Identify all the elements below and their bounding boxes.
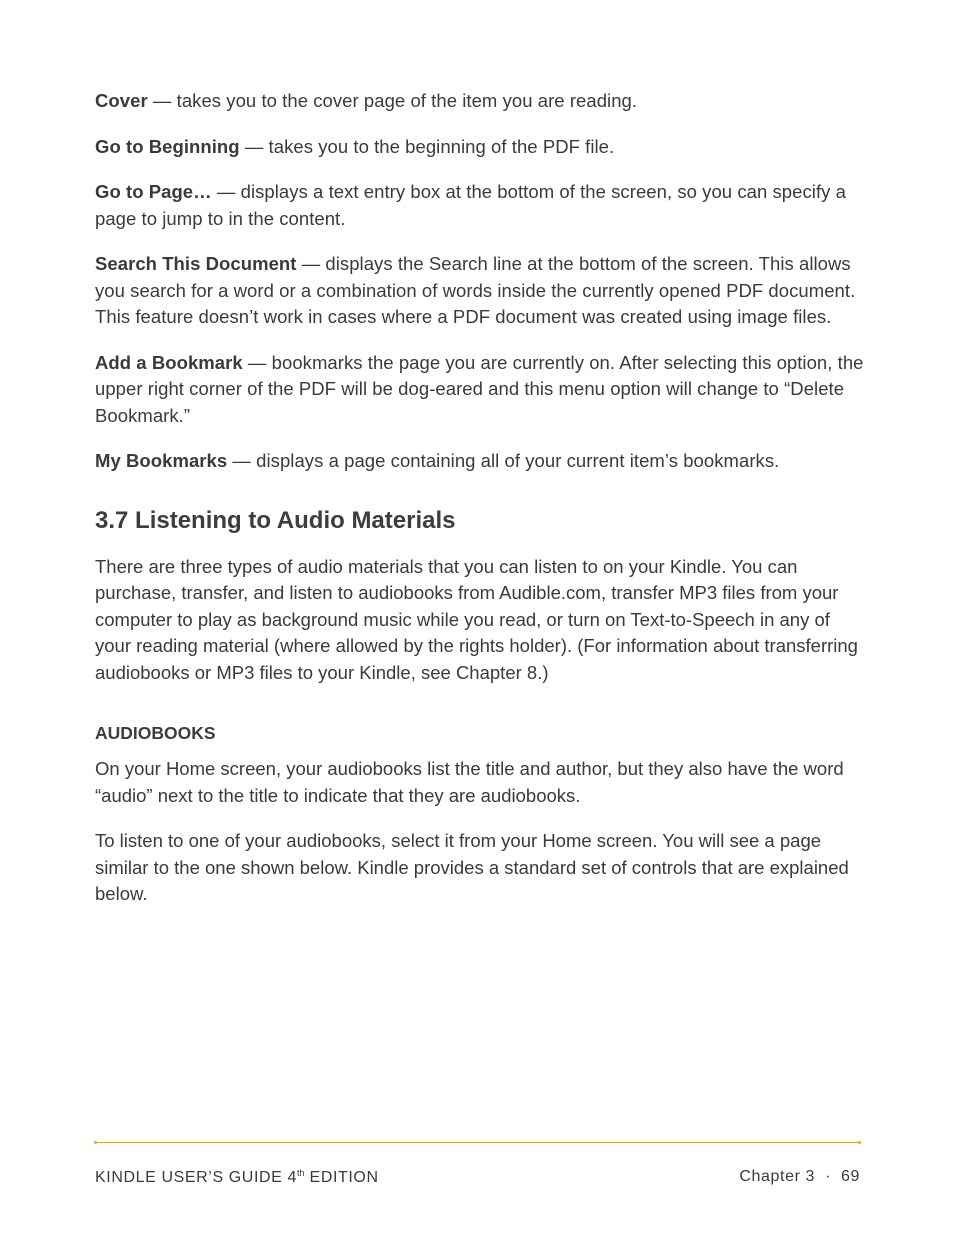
page-number: 69	[841, 1168, 860, 1185]
definition-go-to-page	[95, 179, 865, 232]
section-heading: 3.7 Listening to Audio Materials	[95, 506, 456, 534]
audiobooks-paragraph: On your Home screen, your audiobooks list the title and author, but they also have the word “audio” next to the title to indicate that they are audiobooks.	[95, 758, 844, 806]
chapter-label: Chapter 3	[739, 1168, 816, 1185]
definition-go-to-beginning	[95, 134, 865, 161]
definition-add-a-bookmark	[95, 350, 865, 430]
footer-guide-title	[95, 1168, 379, 1187]
definition-text: — takes you to the beginning of the PDF file.	[239, 135, 615, 157]
definition-search-this-document	[95, 251, 865, 331]
definition-text: — displays a page containing all of your current item’s bookmarks.	[227, 450, 780, 471]
section-intro-paragraph: There are three types of audio materials that you can listen to on your Kindle. You can purchase, transfer, and listen to audiobooks from Audible.com, transfer MP3 files from your computer to play as background music while you read, or turn on Text-to-Speech in any of your reading material (where allowed by the rights holder). (For information about transferring audiobooks or MP3 files to your Kindle, see Chapter 8.)	[95, 555, 858, 683]
footer-separator: ·	[825, 1168, 831, 1185]
footer-divider	[95, 1142, 860, 1143]
definition-my-bookmarks	[95, 448, 865, 475]
definition-term: My Bookmarks	[95, 450, 228, 471]
audiobooks-paragraph: To listen to one of your audiobooks, select it from your Home screen. You will see a page similar to the one shown below. Kindle provides a standard set of controls that are explained below.	[95, 830, 849, 904]
definition-text: — displays a text entry box at the bottom of the screen, so you can specify a page to jump to in the content.	[95, 181, 846, 229]
definition-term: Go to Page…	[95, 181, 212, 202]
edition-word: EDITION	[304, 1169, 379, 1186]
definition-term: Search This Document	[95, 253, 297, 274]
guide-title: KINDLE USER’S GUIDE 4	[95, 1169, 297, 1186]
audiobooks-heading: AUDIOBOOKS	[95, 723, 216, 743]
definition-term: Cover	[95, 90, 148, 111]
footer-page-info	[739, 1168, 860, 1186]
definition-term: Add a Bookmark	[95, 351, 243, 373]
definition-text: — bookmarks the page you are currently on. After selecting this option, the upper right corner of the PDF will be dog-eared and this menu option will change to “Delete Bookmark.”	[95, 351, 864, 426]
definition-text: — displays the Search line at the bottom of the screen. This allows you search for a word or a combination of words inside the currently opened PDF document. This feature doesn’t work in cases where a PDF document was created using image files.	[95, 253, 856, 327]
edition-superscript: th	[296, 1168, 305, 1178]
page-content	[95, 88, 865, 927]
definition-term: Go to Beginning	[95, 135, 240, 157]
definition-cover	[95, 88, 865, 115]
definition-text: — takes you to the cover page of the item you are reading.	[147, 90, 638, 111]
